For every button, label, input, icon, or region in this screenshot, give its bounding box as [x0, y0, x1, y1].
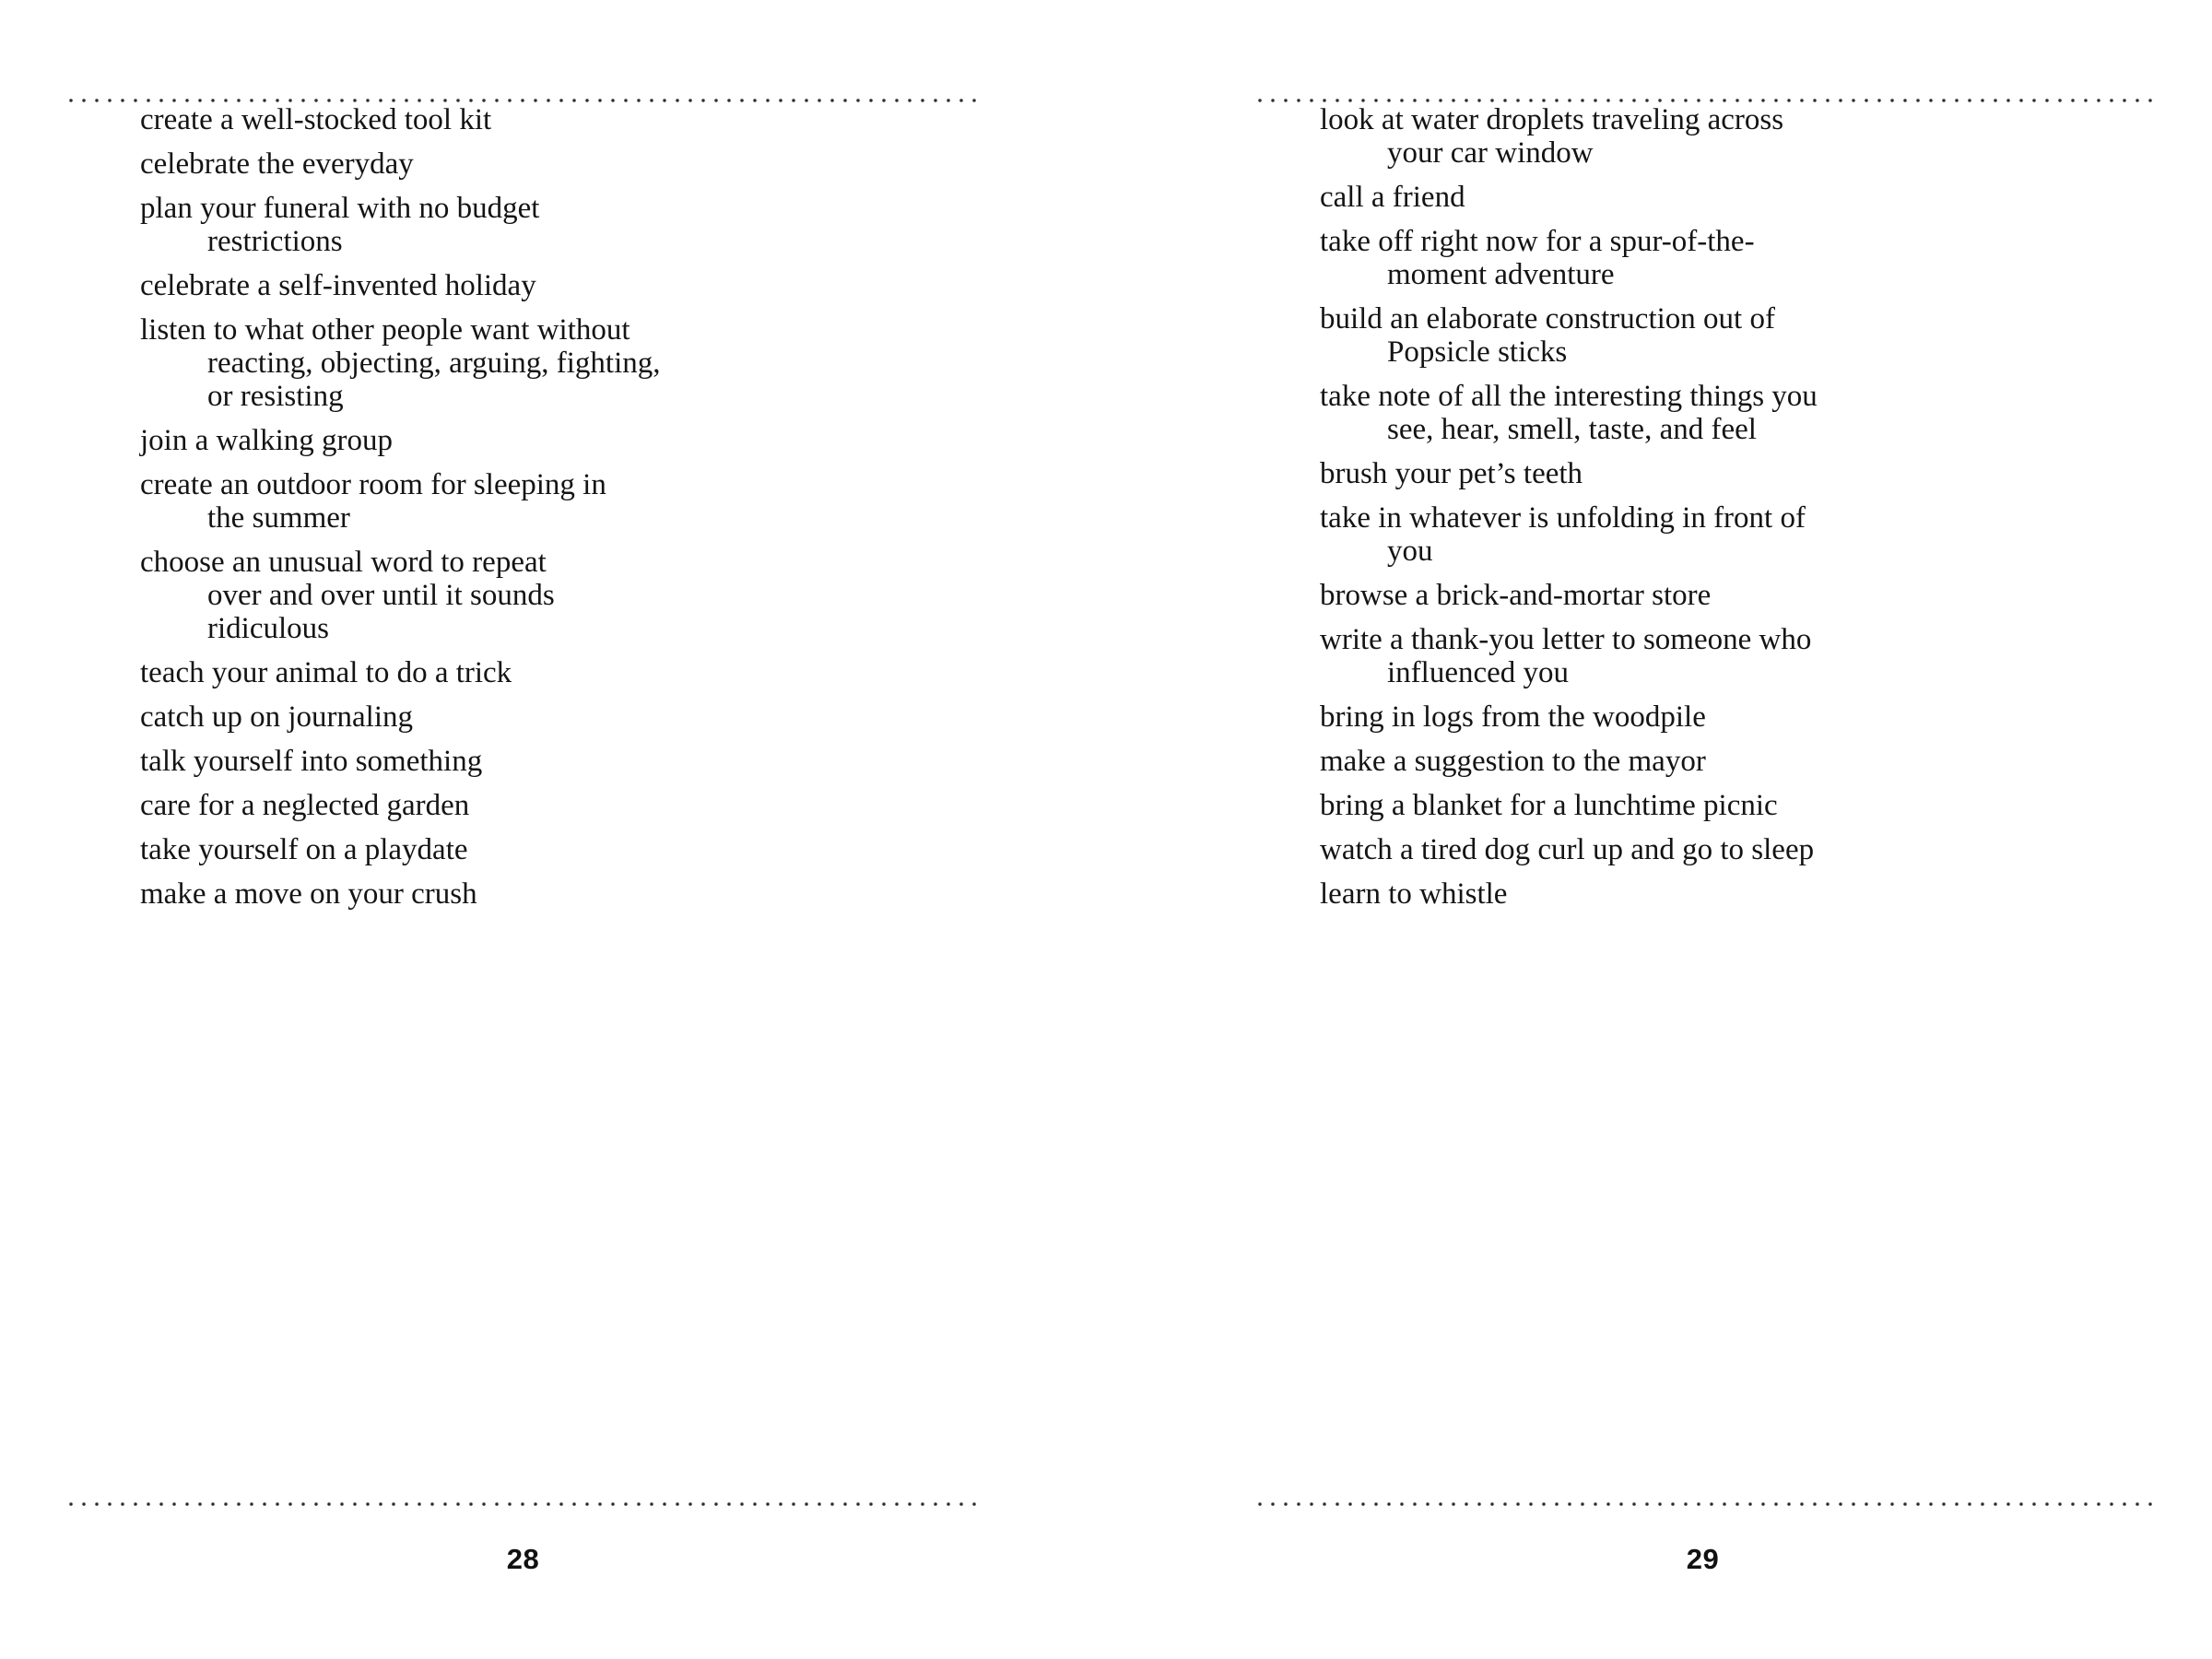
- activity-item: [140, 546, 1006, 645]
- activity-line: teach your animal to do a trick: [140, 656, 512, 689]
- page-number-left: 28: [506, 1543, 540, 1575]
- activity-item: [1320, 877, 2186, 911]
- page-number-right: 29: [1686, 1543, 1720, 1575]
- activity-line: take off right now for a spur-of-the-: [1320, 225, 1755, 258]
- activity-line: catch up on journaling: [140, 700, 414, 734]
- activity-line: bring in logs from the woodpile: [1320, 700, 1706, 734]
- activity-line: make a move on your crush: [140, 877, 477, 911]
- activity-item: [1320, 700, 2186, 734]
- bottom-dotted-rule: [65, 1501, 982, 1507]
- activity-item: [140, 103, 1006, 136]
- activity-line: celebrate the everyday: [140, 147, 414, 181]
- activity-list-left: [140, 103, 1006, 922]
- activity-line-continuation: restrictions: [207, 225, 343, 258]
- activity-line: take in whatever is unfolding in front of: [1320, 501, 1806, 535]
- activity-line: care for a neglected garden: [140, 789, 470, 822]
- activity-line-continuation: over and over until it sounds: [207, 579, 555, 612]
- activity-line: look at water droplets traveling across: [1320, 103, 1784, 136]
- bottom-dotted-rule: [1253, 1501, 2152, 1507]
- activity-line-continuation: Popsicle sticks: [1387, 335, 1568, 369]
- activity-item: [1320, 225, 2186, 291]
- activity-line: join a walking group: [140, 424, 394, 457]
- activity-list-right: [1320, 103, 2186, 922]
- activity-line-continuation: ridiculous: [207, 612, 329, 645]
- activity-item: [1320, 501, 2186, 568]
- page-right: [1106, 0, 2212, 1659]
- activity-line: bring a blanket for a lunchtime picnic: [1320, 789, 1778, 822]
- activity-item: [1320, 457, 2186, 490]
- activity-line: create an outdoor room for sleeping in: [140, 468, 606, 501]
- activity-line: talk yourself into something: [140, 745, 483, 778]
- activity-item: [1320, 380, 2186, 446]
- activity-item: [140, 745, 1006, 778]
- activity-item: [140, 269, 1006, 302]
- activity-line-continuation: the summer: [207, 501, 350, 535]
- activity-item: [140, 656, 1006, 689]
- activity-line: choose an unusual word to repeat: [140, 546, 547, 579]
- activity-item: [140, 700, 1006, 734]
- activity-line-continuation: moment adventure: [1387, 258, 1615, 291]
- activity-line: celebrate a self-invented holiday: [140, 269, 536, 302]
- activity-item: [140, 833, 1006, 866]
- activity-line: plan your funeral with no budget: [140, 192, 540, 225]
- activity-item: [140, 424, 1006, 457]
- activity-line: take yourself on a playdate: [140, 833, 468, 866]
- activity-line-continuation: see, hear, smell, taste, and feel: [1387, 413, 1757, 446]
- activity-item: [1320, 103, 2186, 170]
- activity-line-continuation: your car window: [1387, 136, 1594, 170]
- activity-item: [140, 877, 1006, 911]
- activity-item: [1320, 302, 2186, 369]
- activity-item: [140, 789, 1006, 822]
- activity-item: [140, 147, 1006, 181]
- activity-line: browse a brick-and-mortar store: [1320, 579, 1712, 612]
- activity-line: learn to whistle: [1320, 877, 1508, 911]
- activity-line-continuation: or resisting: [207, 380, 344, 413]
- activity-line: brush your pet’s teeth: [1320, 457, 1583, 490]
- activity-line-continuation: influenced you: [1387, 656, 1570, 689]
- activity-item: [1320, 833, 2186, 866]
- activity-line: write a thank-you letter to someone who: [1320, 623, 1812, 656]
- activity-line: listen to what other people want without: [140, 313, 630, 347]
- activity-item: [140, 192, 1006, 258]
- activity-line-continuation: you: [1387, 535, 1433, 568]
- activity-item: [1320, 789, 2186, 822]
- activity-line: build an elaborate construction out of: [1320, 302, 1775, 335]
- activity-line: watch a tired dog curl up and go to sleep: [1320, 833, 1815, 866]
- activity-line: take note of all the interesting things you: [1320, 380, 1818, 413]
- activity-item: [1320, 181, 2186, 214]
- activity-item: [1320, 623, 2186, 689]
- activity-item: [1320, 745, 2186, 778]
- activity-line-continuation: reacting, objecting, arguing, fighting,: [207, 347, 661, 380]
- activity-item: [140, 313, 1006, 413]
- activity-item: [140, 468, 1006, 535]
- activity-item: [1320, 579, 2186, 612]
- activity-line: make a suggestion to the mayor: [1320, 745, 1706, 778]
- activity-line: call a friend: [1320, 181, 1465, 214]
- activity-line: create a well-stocked tool kit: [140, 103, 492, 136]
